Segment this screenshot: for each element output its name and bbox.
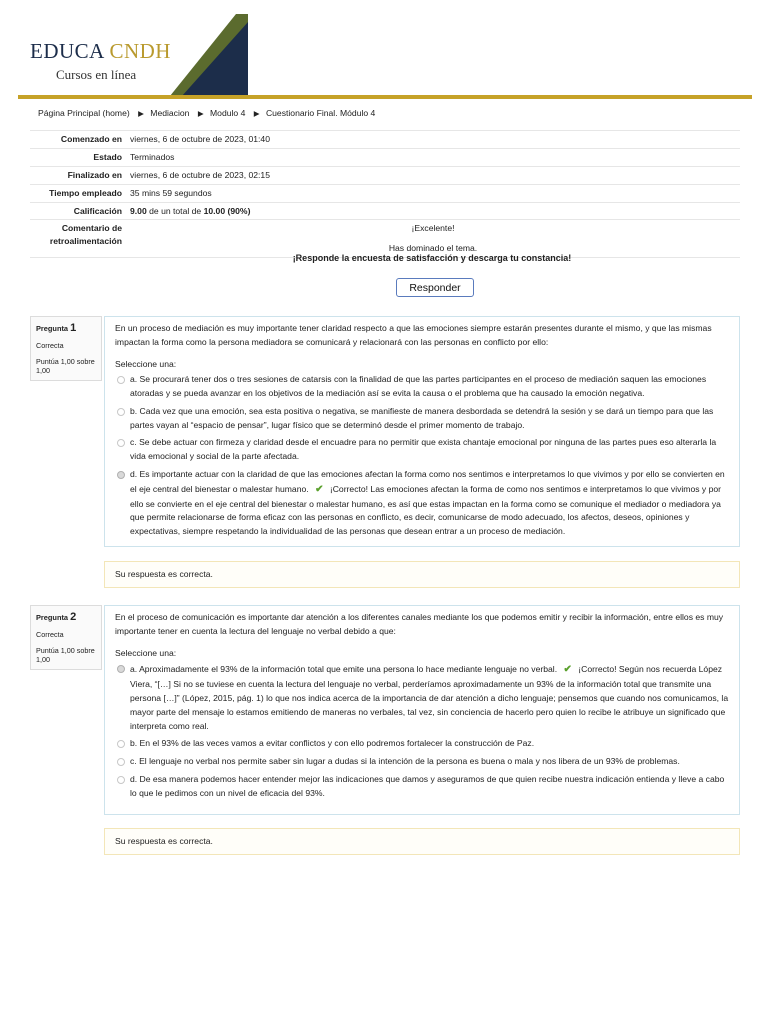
question-points: Puntúa 1,00 sobre 1,00 <box>36 356 95 376</box>
question-points: Puntúa 1,00 sobre 1,00 <box>36 645 95 665</box>
header-divider <box>18 95 752 99</box>
question-number <box>36 321 96 336</box>
option-text: d. Es importante actuar con la claridad de que las emociones afectan la forma como nos sentimos e interpretamos lo que vivimos y por ello se convierten en el eje central del bienestar o malestar humano. <box>130 468 725 494</box>
survey-prompt: ¡Responde la encuesta de satisfacción y descarga tu constancia! <box>292 253 572 263</box>
option-text: a. Se procurará tener dos o tres sesiones de catarsis con la finalidad de que las partes participantes en el proceso de mediación saquen las emociones atoradas y se pueda avanzar en los objetivos de la mediación así se evita la causa o el problema que ha causado la emoción negativa. <box>130 374 707 398</box>
grade-percent: (90%) <box>227 205 251 216</box>
summary-label: Tiempo empleado <box>30 184 126 202</box>
summary-label: Comenzado en <box>30 131 126 149</box>
radio-button[interactable] <box>117 740 125 748</box>
option-text-wrapper <box>130 662 729 733</box>
answer-option-c[interactable] <box>115 755 729 769</box>
logo-text-educa: EDUCA <box>30 39 104 63</box>
answer-option-a[interactable] <box>115 373 729 401</box>
checkmark-icon: ✔ <box>563 664 572 676</box>
question-number-value: 1 <box>70 322 77 334</box>
question-info-2 <box>30 605 102 670</box>
summary-row-started <box>30 131 740 149</box>
question-result-1: Su respuesta es correcta. <box>104 561 740 588</box>
question-result-2: Su respuesta es correcta. <box>104 828 740 855</box>
radio-button-selected[interactable] <box>117 471 125 479</box>
option-text: c. El lenguaje no verbal nos permite saber sin lugar a dudas si la intención de la persona es buena o mala y nos libera de un 93% de problemas. <box>130 756 680 766</box>
respond-button[interactable]: Responder <box>396 278 474 297</box>
radio-button[interactable] <box>117 758 125 766</box>
option-feedback: ¡Correcto! Las emociones afectan la forma de como nos sentimos e interpretamos lo que vivimos y por ello se convierte en el eje central del bienestar o malestar humano, es así que estas impactan en la forma como se comunique el mediador o mediadora ya que permite relacionarse de forma eficaz con las personas en conflicto, es decir, comunicarse de modo adecuado, los afectos, deseos, opiniones y expectativas, siempre respetando la individualidad de las personas que desean entrar a un proceso de mediación. <box>130 483 722 536</box>
select-label: Seleccione una: <box>115 358 177 369</box>
answer-option-b[interactable] <box>115 737 729 751</box>
attempt-summary-table <box>30 130 740 258</box>
grade-mid: de un total de <box>149 205 202 216</box>
question-label: Pregunta <box>36 324 69 333</box>
answer-option-b[interactable] <box>115 405 729 433</box>
question-label: Pregunta <box>36 613 69 622</box>
question-text: En un proceso de mediación es muy importante tener claridad respecto a que las emociones siempre estarán presentes durante el mismo, y que las mismas impactan la forma como la persona mediadora se comunicará y relacionará con las personas en conflicto por ello: <box>115 323 712 347</box>
radio-button[interactable] <box>117 439 125 447</box>
grade-max: 10.00 <box>203 205 226 216</box>
radio-button[interactable] <box>117 376 125 384</box>
question-content-1 <box>104 316 740 547</box>
site-logo[interactable] <box>30 36 171 68</box>
radio-button[interactable] <box>117 776 125 784</box>
site-header <box>0 0 768 100</box>
summary-value: viernes, 6 de octubre de 2023, 01:40 <box>126 131 740 149</box>
answer-option-c[interactable] <box>115 436 729 464</box>
logo-subtitle: Cursos en línea <box>56 67 137 82</box>
breadcrumb-separator-icon: ▶ <box>138 109 144 118</box>
option-text: c. Se debe actuar con firmeza y claridad desde el encuadre para no permitir que exista chantaje emocional por ninguna de las partes pues eso alterarla la vida emocional y social de la parte afectada. <box>130 437 717 461</box>
question-status: Correcta <box>36 629 64 639</box>
question-content-2 <box>104 605 740 815</box>
feedback-line-2: Has dominado el tema. <box>388 243 478 254</box>
breadcrumb-separator-icon: ▶ <box>197 109 204 118</box>
question-number-value: 2 <box>70 611 77 623</box>
summary-row-state <box>30 148 740 166</box>
breadcrumb-separator-icon: ▶ <box>253 109 260 118</box>
summary-row-finished <box>30 166 740 184</box>
answer-option-d[interactable] <box>115 773 729 801</box>
answer-option-a[interactable] <box>115 662 729 733</box>
option-text: a. Aproximadamente el 93% de la información total que emite una persona lo hace mediante lenguaje no verbal. <box>130 664 558 675</box>
breadcrumb-module[interactable]: Modulo 4 <box>210 108 246 118</box>
option-text: d. De esa manera podemos hacer entender mejor las indicaciones que damos y aseguramos de que quien recibe nuestra indicación entienda y lleve a cabo lo que le pedimos con un nivel de eficacia del 93%. <box>130 773 725 798</box>
option-text-wrapper <box>130 468 729 539</box>
summary-label: Estado <box>30 148 126 166</box>
breadcrumb-course[interactable]: Mediacion <box>150 108 190 118</box>
breadcrumb-home[interactable]: Página Principal (home) <box>38 108 130 118</box>
banner-stripes-graphic <box>170 14 250 96</box>
question-number <box>36 610 96 625</box>
option-feedback: ¡Correcto! Según nos recuerda López Viera, “[…] Si no se tuviese en cuenta la lectura del lenguaje no verbal, perderíamos aproximadamente un 93% de la información total que transmite una persona […]” (López, 2015, pág. 1) lo que nos indica acerca de la importancia de dar atención a dicho lenguaje; pensemos que cuando nos comunicamos, la mayor parte del mensaje lo estamos emitiendo de maneras no verbales, tal vez, sin conciencia de hacerlo pero quien lo recibe le atribuye un significado que interpreta como real. <box>130 664 729 731</box>
radio-button-selected[interactable] <box>117 665 125 673</box>
summary-label: Finalizado en <box>30 166 126 184</box>
select-label: Seleccione una: <box>115 647 177 658</box>
breadcrumb <box>38 107 377 120</box>
question-info-1 <box>30 316 102 381</box>
question-status: Correcta <box>36 340 64 350</box>
logo-text-cndh: CNDH <box>109 39 171 63</box>
breadcrumb-quiz[interactable]: Cuestionario Final. Módulo 4 <box>265 108 376 118</box>
summary-value: viernes, 6 de octubre de 2023, 02:15 <box>126 166 740 184</box>
feedback-line-1: ¡Excelente! <box>411 223 455 234</box>
summary-row-time <box>30 184 740 202</box>
summary-value <box>126 202 740 220</box>
radio-button[interactable] <box>117 408 125 416</box>
option-text: b. En el 93% de las veces vamos a evitar conflictos y con ello podremos fortalecer la construcción de Paz. <box>130 738 535 749</box>
summary-label: Comentario de retroalimentación <box>30 220 126 258</box>
summary-row-grade <box>30 202 740 220</box>
summary-value: 35 mins 59 segundos <box>126 184 740 202</box>
summary-label: Calificación <box>30 202 126 220</box>
grade-score: 9.00 <box>130 205 147 216</box>
summary-value: Terminados <box>126 148 740 166</box>
option-text: b. Cada vez que una emoción, sea esta positiva o negativa, se manifieste de manera desbordada se detendrá la sesión y se dará un tiempo para que las partes vayan al “espacio de pensar”, lugar físico que se determinó desde el primer momento de trabajo. <box>130 405 714 430</box>
answer-option-d[interactable] <box>115 468 729 539</box>
checkmark-icon: ✔ <box>315 483 324 495</box>
question-text: En el proceso de comunicación es importante dar atención a los diferentes canales mediante los que podemos emitir y recibir la información, entre ellos es muy importante tener en cuenta la lectura del lenguaje no verbal debido a que: <box>115 612 724 636</box>
